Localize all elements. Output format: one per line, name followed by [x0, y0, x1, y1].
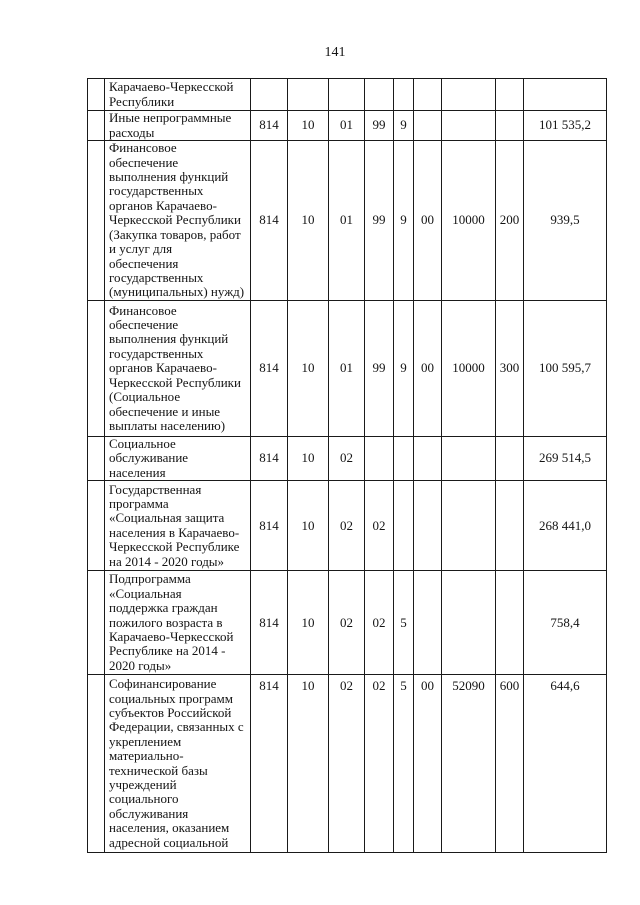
- budget-table: [87, 78, 607, 853]
- expense-type-code-cell: [496, 79, 524, 111]
- table-row: [88, 571, 607, 675]
- program-code-cell: [365, 437, 394, 481]
- subprogram-code-cell: 9: [394, 301, 414, 437]
- event-code-cell: 00: [414, 675, 442, 853]
- expense-type-code-cell: [496, 437, 524, 481]
- amount-cell: 758,4: [524, 571, 607, 675]
- event-code-cell: [414, 79, 442, 111]
- expense-name-cell: Социальное обслуживание населения: [105, 437, 251, 481]
- program-code-cell: 02: [365, 481, 394, 571]
- event-code-cell: 00: [414, 141, 442, 301]
- row-number-cell: [88, 675, 105, 853]
- direction-code-cell: [442, 111, 496, 141]
- program-code-cell: [365, 79, 394, 111]
- row-number-cell: [88, 481, 105, 571]
- expense-name-cell: Подпрограмма «Социальная поддержка граждан пожилого возраста в Карачаево-Черкесской Республике на 2014 - 2020 годы»: [105, 571, 251, 675]
- row-number-cell: [88, 141, 105, 301]
- row-number-cell: [88, 79, 105, 111]
- expense-name-cell: Государственная программа «Социальная защита населения в Карачаево- Черкесской Республике на 2014 - 2020 годы»: [105, 481, 251, 571]
- expense-name-cell: Карачаево-Черкесской Республики: [105, 79, 251, 111]
- section-code-cell: 10: [288, 141, 329, 301]
- table-row: [88, 481, 607, 571]
- amount-cell: 101 535,2: [524, 111, 607, 141]
- table-row: [88, 301, 607, 437]
- expense-type-code-cell: 300: [496, 301, 524, 437]
- page-number: 141: [324, 45, 346, 60]
- direction-code-cell: 10000: [442, 141, 496, 301]
- ministry-code-cell: 814: [251, 301, 288, 437]
- section-code-cell: 10: [288, 437, 329, 481]
- subsection-code-cell: 01: [329, 111, 365, 141]
- program-code-cell: 02: [365, 571, 394, 675]
- section-code-cell: 10: [288, 675, 329, 853]
- subsection-code-cell: 01: [329, 301, 365, 437]
- ministry-code-cell: 814: [251, 481, 288, 571]
- ministry-code-cell: 814: [251, 571, 288, 675]
- ministry-code-cell: 814: [251, 111, 288, 141]
- amount-cell: 939,5: [524, 141, 607, 301]
- expense-type-code-cell: [496, 111, 524, 141]
- subprogram-code-cell: 5: [394, 675, 414, 853]
- subsection-code-cell: [329, 79, 365, 111]
- expense-type-code-cell: [496, 481, 524, 571]
- event-code-cell: 00: [414, 301, 442, 437]
- expense-name-cell: Финансовое обеспечение выполнения функций государственных органов Карачаево- Черкесской Республики (Закупка товаров, работ и услуг для обеспечения государственных (муниципальных) нужд): [105, 141, 251, 301]
- program-code-cell: 99: [365, 301, 394, 437]
- section-code-cell: 10: [288, 111, 329, 141]
- direction-code-cell: [442, 571, 496, 675]
- expense-name-cell: Иные непрограммные расходы: [105, 111, 251, 141]
- section-code-cell: 10: [288, 571, 329, 675]
- program-code-cell: 99: [365, 141, 394, 301]
- subprogram-code-cell: [394, 437, 414, 481]
- event-code-cell: [414, 437, 442, 481]
- table-row: [88, 437, 607, 481]
- row-number-cell: [88, 437, 105, 481]
- expense-name-cell: Финансовое обеспечение выполнения функций государственных органов Карачаево- Черкесской Республики (Социальное обеспечение и иные выплаты населению): [105, 301, 251, 437]
- direction-code-cell: [442, 481, 496, 571]
- subsection-code-cell: 02: [329, 481, 365, 571]
- ministry-code-cell: 814: [251, 141, 288, 301]
- table-row: [88, 675, 607, 853]
- subprogram-code-cell: [394, 79, 414, 111]
- ministry-code-cell: 814: [251, 437, 288, 481]
- program-code-cell: 99: [365, 111, 394, 141]
- subprogram-code-cell: 9: [394, 111, 414, 141]
- table-row: [88, 141, 607, 301]
- event-code-cell: [414, 481, 442, 571]
- subsection-code-cell: 01: [329, 141, 365, 301]
- expense-name-cell: Софинансирование социальных программ субъектов Российской Федерации, связанных с укреплением материально- технической базы учреждений социального обслуживания населения, оказанием адресной социальной: [105, 675, 251, 853]
- row-number-cell: [88, 571, 105, 675]
- subsection-code-cell: 02: [329, 675, 365, 853]
- amount-cell: 268 441,0: [524, 481, 607, 571]
- direction-code-cell: [442, 79, 496, 111]
- subprogram-code-cell: [394, 481, 414, 571]
- row-number-cell: [88, 111, 105, 141]
- amount-cell: 100 595,7: [524, 301, 607, 437]
- direction-code-cell: 52090: [442, 675, 496, 853]
- ministry-code-cell: [251, 79, 288, 111]
- section-code-cell: 10: [288, 481, 329, 571]
- amount-cell: [524, 79, 607, 111]
- direction-code-cell: 10000: [442, 301, 496, 437]
- subprogram-code-cell: 5: [394, 571, 414, 675]
- event-code-cell: [414, 111, 442, 141]
- ministry-code-cell: 814: [251, 675, 288, 853]
- amount-cell: 644,6: [524, 675, 607, 853]
- section-code-cell: 10: [288, 301, 329, 437]
- program-code-cell: 02: [365, 675, 394, 853]
- expense-type-code-cell: [496, 571, 524, 675]
- section-code-cell: [288, 79, 329, 111]
- row-number-cell: [88, 301, 105, 437]
- table-row: [88, 79, 607, 111]
- expense-type-code-cell: 600: [496, 675, 524, 853]
- expense-type-code-cell: 200: [496, 141, 524, 301]
- subsection-code-cell: 02: [329, 437, 365, 481]
- amount-cell: 269 514,5: [524, 437, 607, 481]
- subprogram-code-cell: 9: [394, 141, 414, 301]
- table-row: [88, 111, 607, 141]
- subsection-code-cell: 02: [329, 571, 365, 675]
- direction-code-cell: [442, 437, 496, 481]
- event-code-cell: [414, 571, 442, 675]
